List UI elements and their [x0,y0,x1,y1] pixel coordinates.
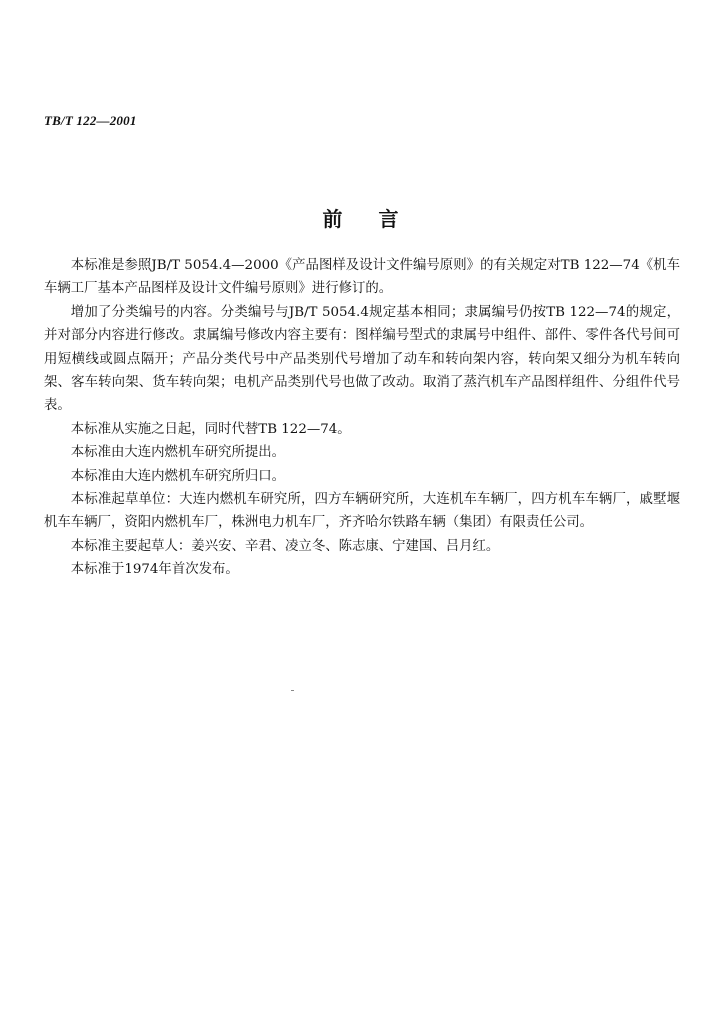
paragraph-revision-basis: 本标准是参照JB/T 5054.4—2000《产品图样及设计文件编号原则》的有关规定对TB 122—74《机车车辆工厂基本产品图样及设计文件编号原则》进行修订的。 [44,258,680,297]
paragraph-supersedes: 本标准从实施之日起，同时代替TB 122—74。 [70,421,351,437]
page-title: 前言 [322,207,435,231]
paragraph-centralized-by: 本标准由大连内燃机车研究所归口。 [70,468,286,484]
paragraph-proposed-by: 本标准由大连内燃机车研究所提出。 [70,445,286,461]
scan-speck [291,690,294,691]
foreword-body [44,254,680,582]
paragraph-changes: 增加了分类编号的内容。分类编号与JB/T 5054.4规定基本相同；隶属编号仍按TB 122—74的规定，并对部分内容进行修改。隶属编号修改内容主要有：图样编号型式的隶属号中组件、部件、零件各代号间可用短横线或圆点隔开；产品分类代号中产品类别代号增加了动车和转向架内容，转向架又细分为机车转向架、客车转向架、货车转向架；电机产品类别代号也做了改动。取消了蒸汽机车产品图样组件、分组件代号表。 [44,304,680,414]
paragraph-drafters: 本标准主要起草人：姜兴安、辛君、凌立冬、陈志康、宁建国、吕月红。 [70,538,500,554]
paragraph-first-issued: 本标准于1974年首次发布。 [70,562,239,578]
document-code: TB/T 122—2001 [44,113,137,128]
paragraph-drafting-units: 本标准起草单位：大连内燃机车研究所，四方车辆研究所，大连机车车辆厂，四方机车车辆厂，戚墅堰机车车辆厂，资阳内燃机车厂，株洲电力机车厂，齐齐哈尔铁路车辆（集团）有限责任公司。 [44,492,680,531]
